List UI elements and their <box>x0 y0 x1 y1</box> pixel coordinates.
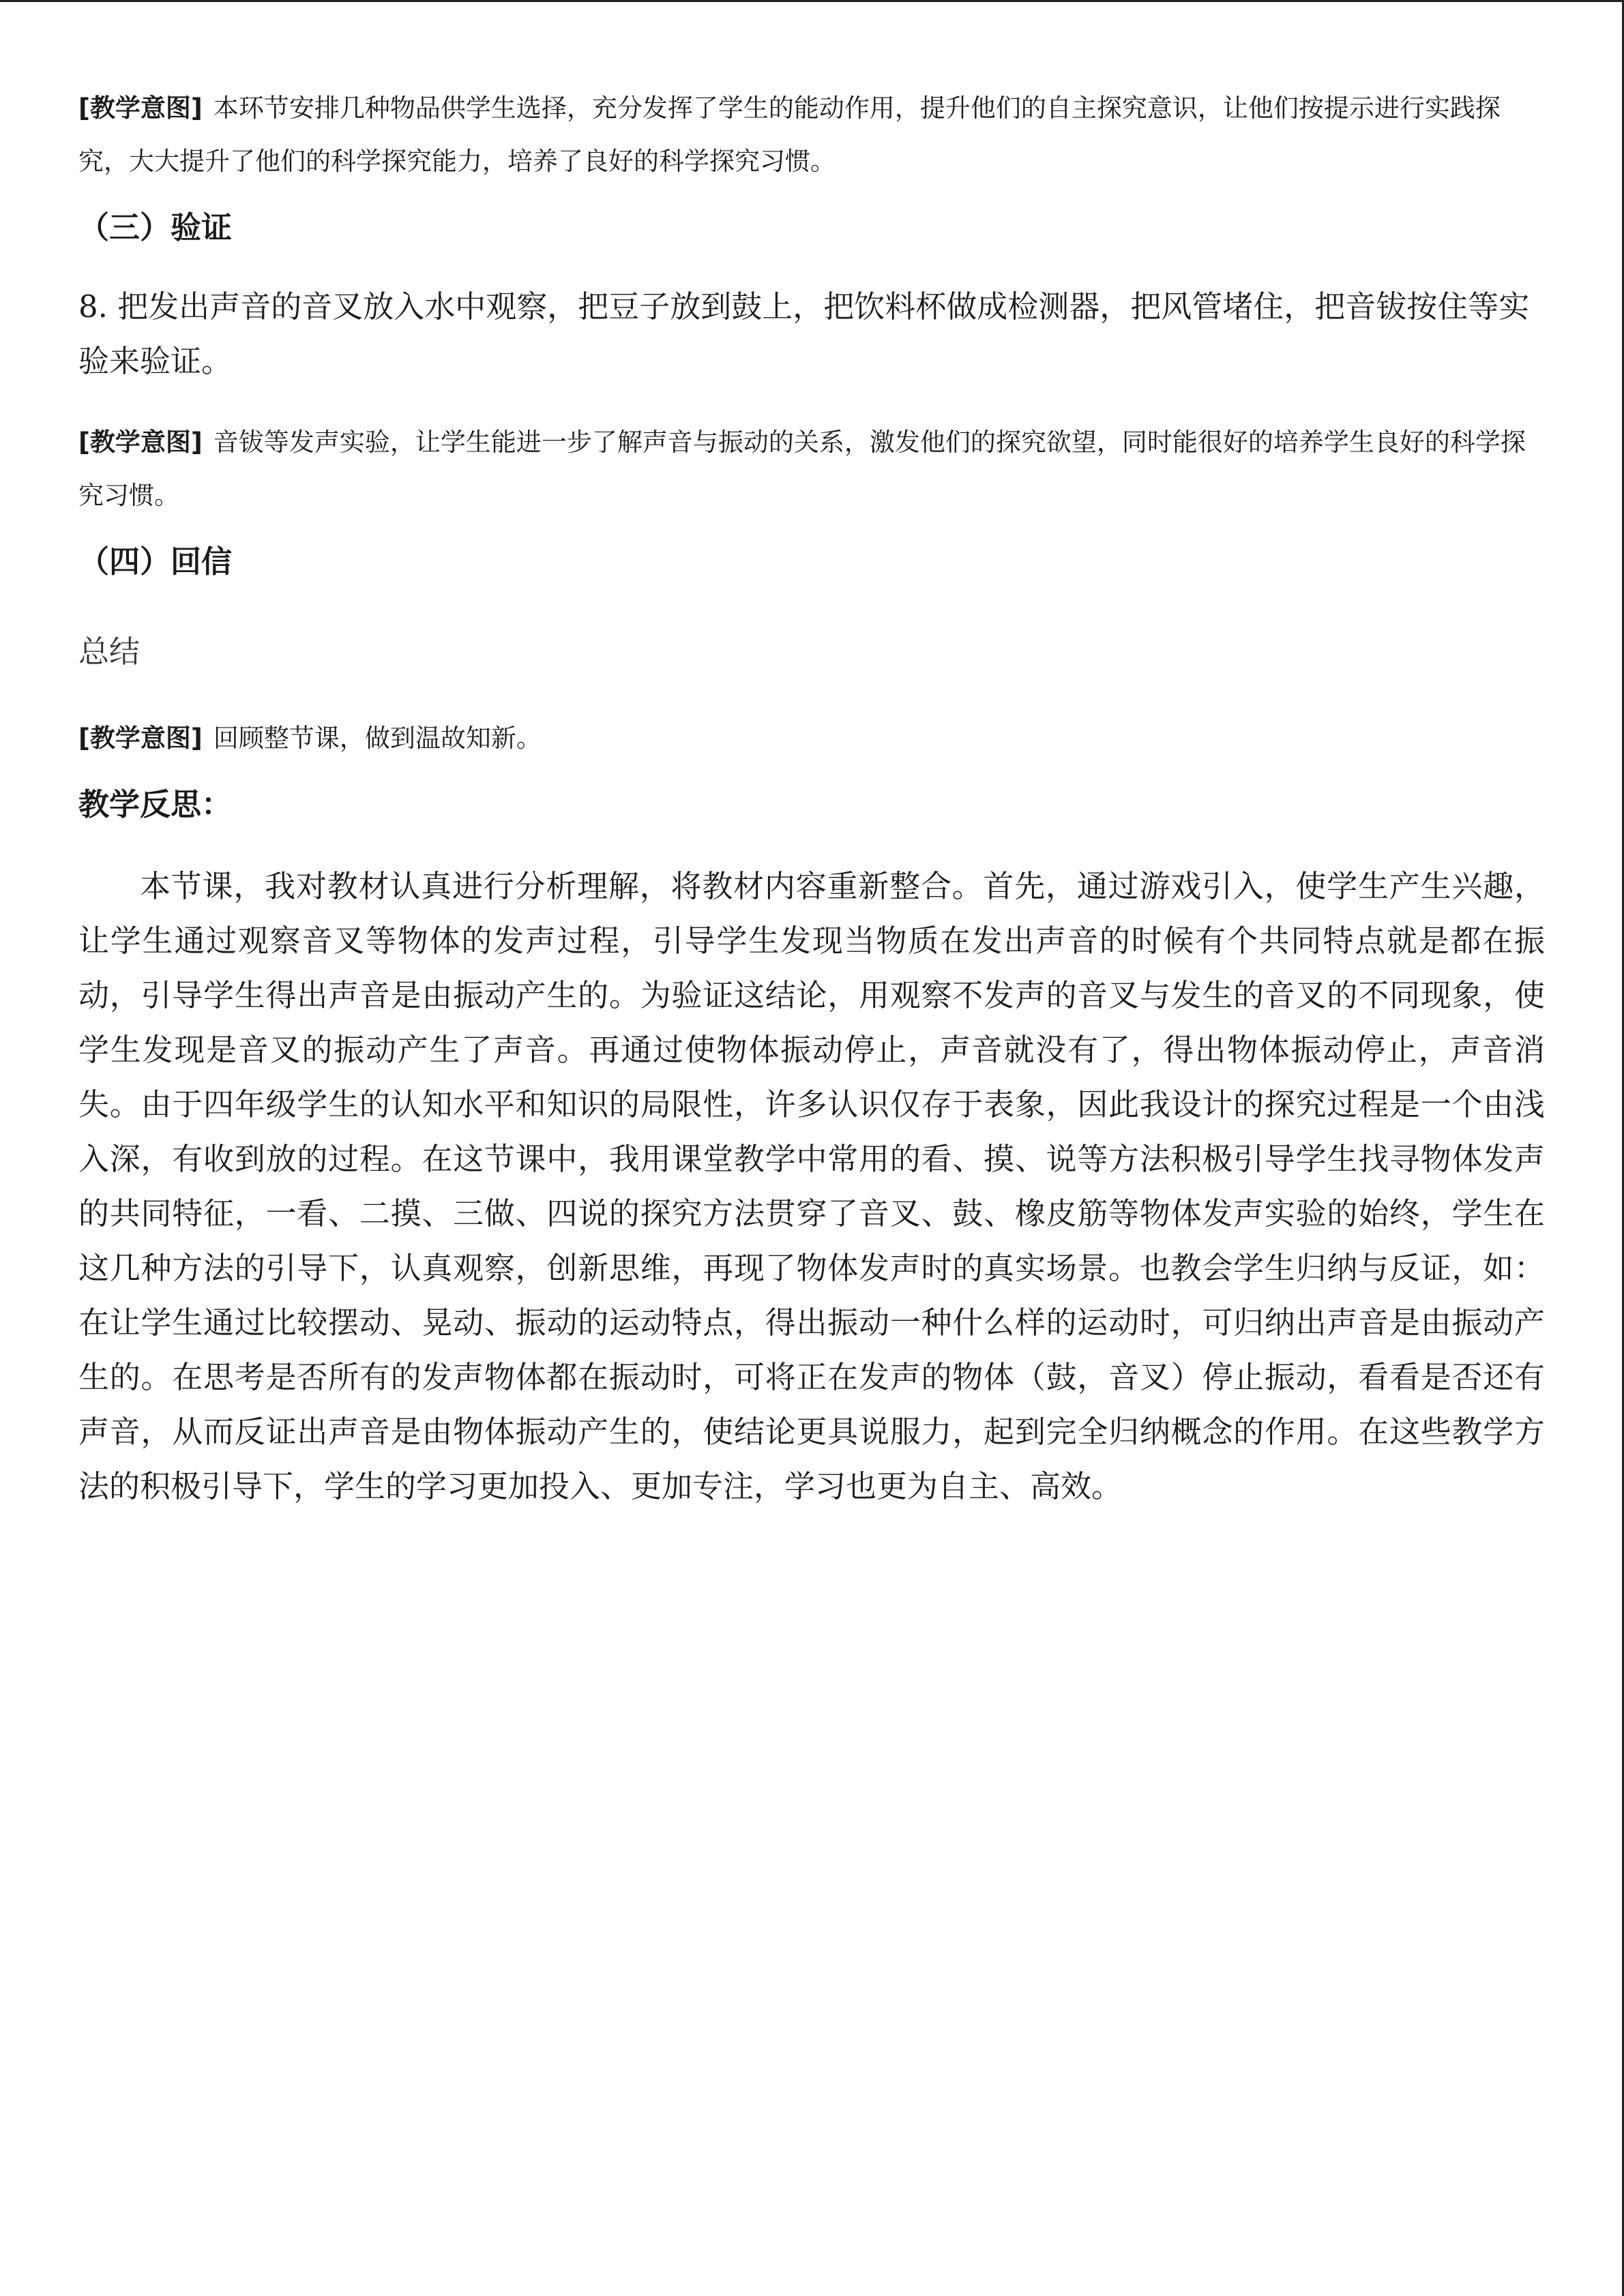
reflection-paragraph: 本节课，我对教材认真进行分析理解，将教材内容重新整合。首先，通过游戏引入，使学生产生兴趣，让学生通过观察音叉等物体的发声过程，引导学生发现当物质在发出声音的时候有个共同特点就是都在振动，引导学生得出声音是由振动产生的。为验证这结论，用观察不发声的音叉与发生的音叉的不同现象，使学生发现是音叉的振动产生了声音。再通过使物体振动停止，声音就没有了，得出物体振动停止，声音消失。由于四年级学生的认知水平和知识的局限性，许多认识仅存于表象，因此我设计的探究过程是一个由浅入深，有收到放的过程。在这节课中，我用课堂教学中常用的看、摸、说等方法积极引导学生找寻物体发声的共同特征，一看、二摸、三做、四说的探究方法贯穿了音叉、鼓、橡皮筋等物体发声实验的始终，学生在这几种方法的引导下，认真观察，创新思维，再现了物体发声时的真实场景。也教会学生归纳与反证，如：在让学生通过比较摆动、晃动、振动的运动特点，得出振动一种什么样的运动时，可归纳出声音是由振动产生的。在思考是否所有的发声物体都在振动时，可将正在发声的物体（鼓，音叉）停止振动，看看是否还有声音，从而反证出声音是由物体振动产生的，使结论更具说服力，起到完全归纳概念的作用。在这些教学方法的积极引导下，学生的学习更加投入、更加专注，学习也更为自主、高效。 <box>78 868 1545 1504</box>
summary-text: 总结 <box>78 633 141 670</box>
page-top-border <box>0 0 1624 2</box>
section-heading-reply: （四）回信 <box>78 543 233 580</box>
verify-paragraph: 8. 把发出声音的音叉放入水中观察，把豆子放到鼓上，把饮料杯做成检测器，把风管堵住，把音钹按住等实验来验证。 <box>78 288 1530 379</box>
teaching-intent-tag: [教学意图] <box>78 724 203 753</box>
teaching-intent-text: 本环节安排几种物品供学生选择，充分发挥了学生的能动作用，提升他们的自主探究意识，让他们按提示进行实践探究，大大提升了他们的科学探究能力，培养了良好的科学探究习惯。 <box>78 93 1501 176</box>
teaching-intent-text: 回顾整节课，做到温故知新。 <box>213 724 542 753</box>
teaching-intent-1 <box>78 82 1545 188</box>
section-heading-verify: （三）验证 <box>78 209 233 245</box>
teaching-intent-tag: [教学意图] <box>78 428 203 457</box>
teaching-intent-text: 音钹等发声实验，让学生能进一步了解声音与振动的关系，激发他们的探究欲望，同时能很好的培养学生良好的科学探究习惯。 <box>78 428 1526 510</box>
document-content <box>78 82 1545 1514</box>
teaching-intent-2 <box>78 416 1545 522</box>
teaching-intent-3 <box>78 712 1545 765</box>
teaching-intent-tag: [教学意图] <box>78 93 203 123</box>
reflection-heading: 教学反思： <box>78 786 233 822</box>
